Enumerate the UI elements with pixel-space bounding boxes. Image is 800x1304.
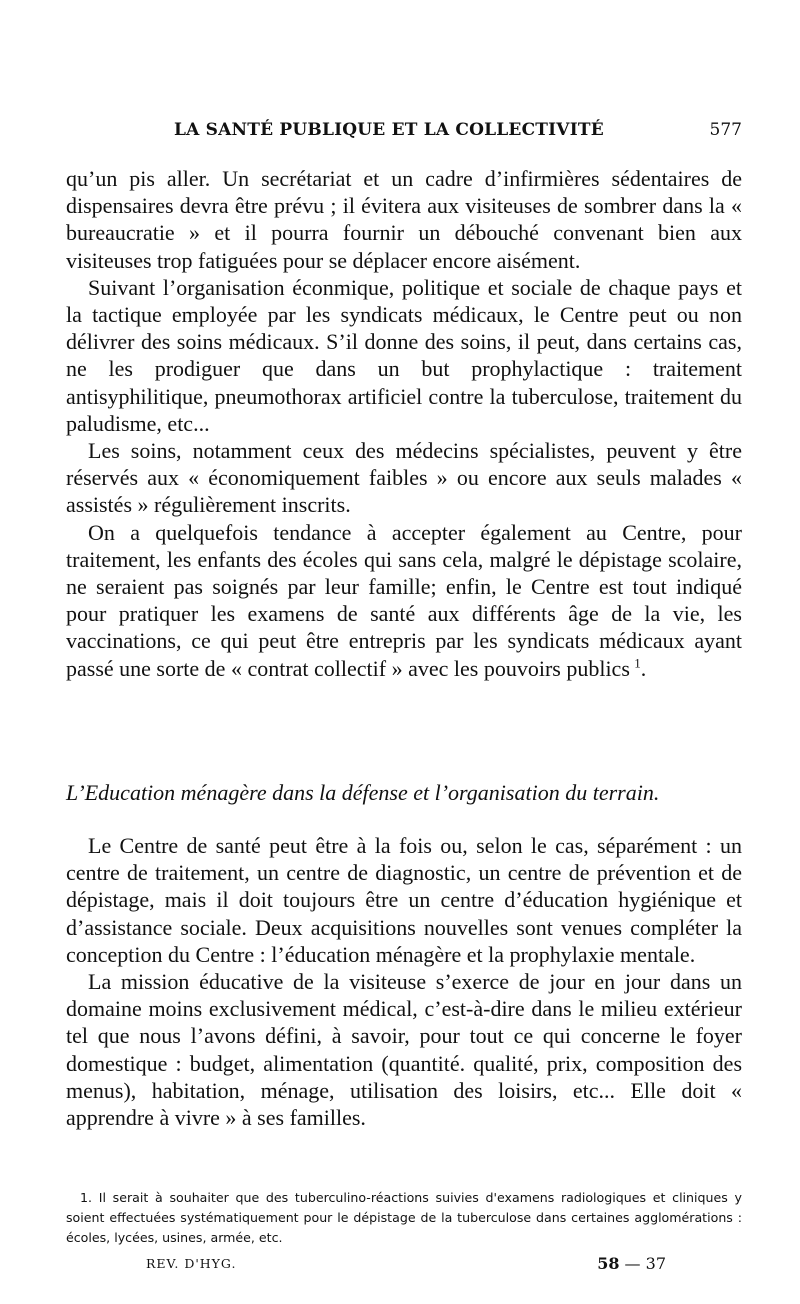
footnote-reference: 1 <box>634 655 641 671</box>
paragraph-text: On a quelquefois tendance à accepter également au Centre, pour traitement, les enfants des écoles qui sans cela, malgré le dépistage scolaire, ne seraient pas soignés par leur famille; enfin, le Centre est tout indiqué pour pratiquer les examens de santé aux différents âge de la vie, les vaccinations, ce qui peut être entrepris par les syndicats médicaux ayant passé une sorte de « contrat collectif » avec les pouvoirs publics <box>66 519 742 681</box>
paragraph <box>66 519 742 682</box>
paragraph: La mission éducative de la visiteuse s’exerce de jour en jour dans un domaine moins exclusivement médical, c’est-à-dire dans le milieu extérieur tel que nous l’avons défini, à savoir, pour tout ce qui concerne le foyer domestique : budget, alimentation (quantité. qualité, prix, composition des menus), habitation, ménage, utilisation des loisirs, etc... Elle doit « apprendre à vivre » à ses familles. <box>66 969 742 1131</box>
running-header <box>66 120 742 144</box>
page-number: 577 <box>709 120 742 140</box>
paragraph: qu’un pis aller. Un secrétariat et un cadre d’infirmières sédentaires de dispensaires devra être prévu ; il évitera aux visiteuses de sombrer dans la « bureaucratie » et il pourra fournir un débouché convenant bien aux visiteuses trop fatiguées pour se déplacer encore aisément. <box>66 166 742 273</box>
section-2-body <box>66 832 742 1131</box>
paragraph: Les soins, notamment ceux des médecins spécialistes, peuvent y être réservés aux « économiquement faibles » ou encore aux seuls malades « assistés » régulièrement inscrits. <box>66 438 742 518</box>
signature-sheet: 37 <box>645 1254 666 1273</box>
paragraph-end: . <box>640 655 647 681</box>
footnote-number: 1. <box>80 1190 93 1205</box>
section-heading: L’Education ménagère dans la défense et l’organisation du terrain. <box>66 780 660 805</box>
paragraph: Suivant l’organisation éconmique, politique et sociale de chaque pays et la tactique employée par les syndicats médicaux, le Centre peut ou non délivrer des soins médicaux. S’il donne des soins, il peut, dans certains cas, ne les prodiguer que dans un but prophylactique : traitement antisyphilitique, pneumothorax artificiel contre la tuberculose, traitement du paludisme, etc... <box>66 274 742 436</box>
journal-abbreviation: REV. D'HYG. <box>146 1256 237 1271</box>
footnote-text: Il serait à souhaiter que des tuberculino-réactions suivies d'examens radiologiques et cliniques y soient effectuées systématiquement pour le dépistage de la tuberculose dans certaines agglomérations : écoles, lycées, usines, armée, etc. <box>66 1190 742 1245</box>
signature-separator: — <box>624 1254 641 1273</box>
running-title: LA SANTÉ PUBLIQUE ET LA COLLECTIVITÉ <box>174 120 604 140</box>
page-footer <box>66 1256 742 1278</box>
paragraph: Le Centre de santé peut être à la fois ou, selon le cas, séparément : un centre de traitement, un centre de diagnostic, un centre de prévention et de dépistage, mais il doit toujours être un centre d’éducation hygiénique et d’assistance sociale. Deux acquisitions nouvelles sont venues compléter la conception du Centre : l’éducation ménagère et la prophylaxie mentale. <box>66 833 742 967</box>
signature-number: 58 <box>597 1254 620 1273</box>
printer-signature <box>597 1254 666 1273</box>
footnote <box>66 1188 742 1248</box>
section-1-body <box>66 165 742 682</box>
